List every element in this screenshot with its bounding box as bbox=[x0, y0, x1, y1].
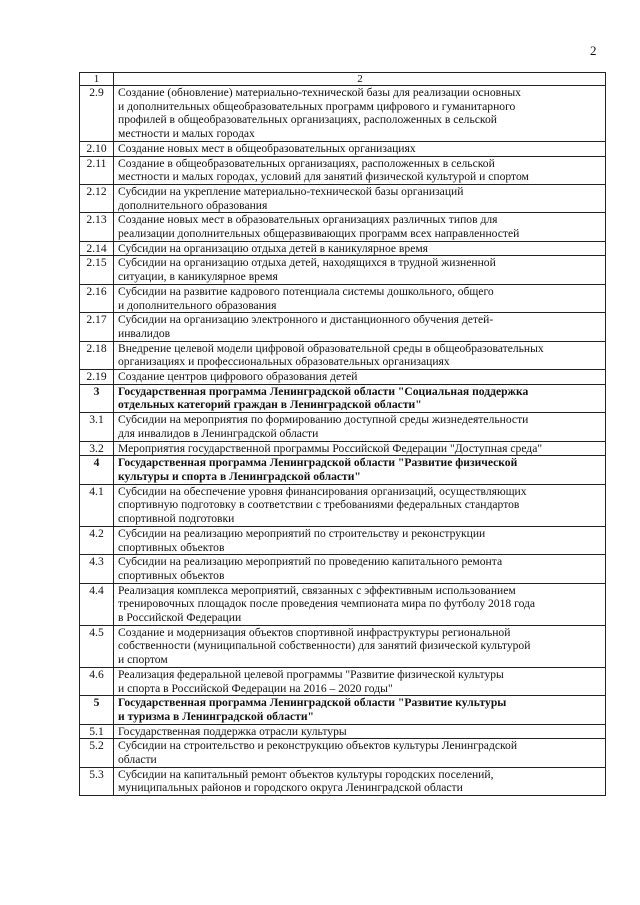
row-number: 5.1 bbox=[80, 724, 114, 739]
header-col-2: 2 bbox=[114, 73, 606, 86]
row-text: Субсидии на мероприятия по формированию доступной среды жизнедеятельности для инвалидов в Ленинградской области bbox=[114, 413, 606, 441]
row-number: 2.14 bbox=[80, 241, 114, 256]
table-row bbox=[80, 141, 606, 156]
row-number: 2.13 bbox=[80, 213, 114, 241]
row-text: Государственная программа Ленинградской области "Социальная поддержка отдельных категорий граждан в Ленинградской области" bbox=[114, 384, 606, 412]
table-row bbox=[80, 583, 606, 625]
row-number: 2.15 bbox=[80, 256, 114, 284]
row-number: 5 bbox=[80, 696, 114, 724]
row-text: Реализация федеральной целевой программы "Развитие физической культуры и спорта в Российской Федерации на 2016 – 2020 годы" bbox=[114, 667, 606, 695]
row-text: Создание в общеобразовательных организациях, расположенных в сельской местности и малых городах, условий для занятий физической культурой и спортом bbox=[114, 156, 606, 184]
row-text: Субсидии на организацию отдыха детей, находящихся в трудной жизненной ситуации, в каникулярное время bbox=[114, 256, 606, 284]
table-row bbox=[80, 313, 606, 341]
row-number: 3.2 bbox=[80, 441, 114, 456]
row-text: Создание новых мест в образовательных организациях различных типов для реализации дополнительных общеразвивающих программ всех направленностей bbox=[114, 213, 606, 241]
row-number: 4.4 bbox=[80, 583, 114, 625]
row-number: 4.6 bbox=[80, 667, 114, 695]
table-row bbox=[80, 767, 606, 795]
table-row bbox=[80, 526, 606, 554]
table-row bbox=[80, 284, 606, 312]
table-row bbox=[80, 739, 606, 767]
row-text: Государственная поддержка отрасли культуры bbox=[114, 724, 606, 739]
page-number: 2 bbox=[590, 43, 597, 58]
table-row bbox=[80, 86, 606, 142]
row-number: 2.10 bbox=[80, 141, 114, 156]
row-text: Субсидии на капитальный ремонт объектов культуры городских поселений, муниципальных районов и городского округа Ленинградской области bbox=[114, 767, 606, 795]
row-number: 2.19 bbox=[80, 370, 114, 385]
table-row bbox=[80, 625, 606, 667]
row-number: 3 bbox=[80, 384, 114, 412]
table-row bbox=[80, 156, 606, 184]
row-number: 5.3 bbox=[80, 767, 114, 795]
table-row bbox=[80, 413, 606, 441]
row-text: Субсидии на реализацию мероприятий по строительству и реконструкции спортивных объектов bbox=[114, 526, 606, 554]
row-text: Субсидии на реализацию мероприятий по проведению капитального ремонта спортивных объектов bbox=[114, 555, 606, 583]
table-row bbox=[80, 724, 606, 739]
row-number: 4.5 bbox=[80, 625, 114, 667]
row-number: 2.11 bbox=[80, 156, 114, 184]
row-text: Создание центров цифрового образования детей bbox=[114, 370, 606, 385]
table-row bbox=[80, 370, 606, 385]
table-row bbox=[80, 555, 606, 583]
table-row bbox=[80, 184, 606, 212]
table-section-row bbox=[80, 696, 606, 724]
row-number: 2.12 bbox=[80, 184, 114, 212]
row-number: 2.18 bbox=[80, 341, 114, 369]
table-row bbox=[80, 213, 606, 241]
row-number: 4 bbox=[80, 456, 114, 484]
row-number: 3.1 bbox=[80, 413, 114, 441]
row-text: Мероприятия государственной программы Российской Федерации "Доступная среда" bbox=[114, 441, 606, 456]
row-number: 4.1 bbox=[80, 484, 114, 526]
row-text: Государственная программа Ленинградской области "Развитие культуры и туризма в Ленинградской области" bbox=[114, 696, 606, 724]
row-text: Создание и модернизация объектов спортивной инфраструктуры региональной собственности (муниципальной собственности) для занятий физической культурой и спортом bbox=[114, 625, 606, 667]
row-text: Создание новых мест в общеобразовательных организациях bbox=[114, 141, 606, 156]
row-text: Создание (обновление) материально-технической базы для реализации основных и дополнительных общеобразовательных программ цифрового и гуманитарного профилей в общеобразовательных организациях, расположенных в сельской местности и малых городах bbox=[114, 86, 606, 142]
subsidy-table bbox=[79, 72, 606, 796]
table-row bbox=[80, 256, 606, 284]
row-text: Субсидии на развитие кадрового потенциала системы дошкольного, общего и дополнительного образования bbox=[114, 284, 606, 312]
table-row bbox=[80, 441, 606, 456]
table-row bbox=[80, 667, 606, 695]
table-row bbox=[80, 341, 606, 369]
table-header-row bbox=[80, 73, 606, 86]
row-number: 4.2 bbox=[80, 526, 114, 554]
row-number: 2.16 bbox=[80, 284, 114, 312]
row-text: Внедрение целевой модели цифровой образовательной среды в общеобразовательных организациях и профессиональных образовательных организациях bbox=[114, 341, 606, 369]
row-text: Субсидии на организацию отдыха детей в каникулярное время bbox=[114, 241, 606, 256]
row-number: 2.17 bbox=[80, 313, 114, 341]
table-section-row bbox=[80, 456, 606, 484]
table-row bbox=[80, 241, 606, 256]
row-text: Субсидии на строительство и реконструкцию объектов культуры Ленинградской области bbox=[114, 739, 606, 767]
table-section-row bbox=[80, 384, 606, 412]
row-text: Реализация комплекса мероприятий, связанных с эффективным использованием тренировочных площадок после проведения чемпионата мира по футболу 2018 года в Российской Федерации bbox=[114, 583, 606, 625]
row-text: Субсидии на укрепление материально-технической базы организаций дополнительного образования bbox=[114, 184, 606, 212]
row-number: 4.3 bbox=[80, 555, 114, 583]
table-row bbox=[80, 484, 606, 526]
row-text: Субсидии на организацию электронного и дистанционного обучения детей- инвалидов bbox=[114, 313, 606, 341]
row-text: Субсидии на обеспечение уровня финансирования организаций, осуществляющих спортивную подготовку в соответствии с требованиями федеральных стандартов спортивной подготовки bbox=[114, 484, 606, 526]
row-number: 2.9 bbox=[80, 86, 114, 142]
header-col-1: 1 bbox=[80, 73, 114, 86]
row-number: 5.2 bbox=[80, 739, 114, 767]
row-text: Государственная программа Ленинградской области "Развитие физической культуры и спорта в Ленинградской области" bbox=[114, 456, 606, 484]
